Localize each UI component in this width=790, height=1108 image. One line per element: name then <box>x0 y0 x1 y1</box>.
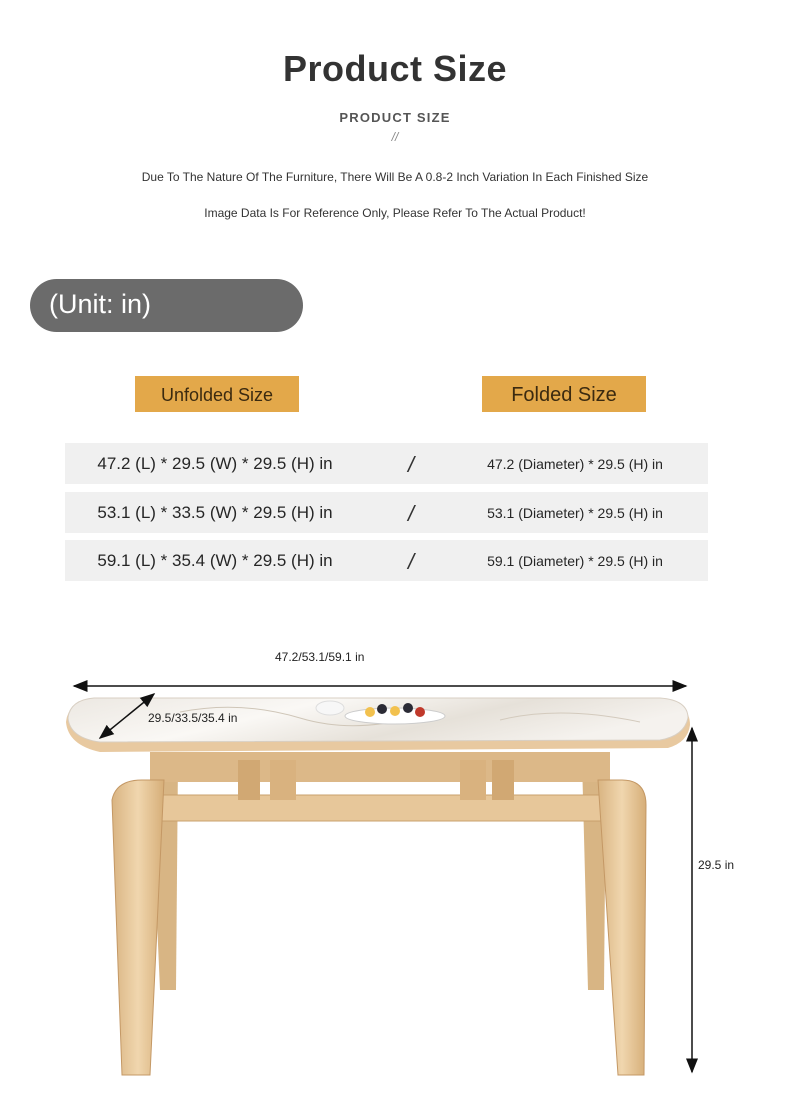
reference-note: Image Data Is For Reference Only, Please Refer To The Actual Product! <box>204 206 586 220</box>
unfolded-size-value: 47.2 (L) * 29.5 (W) * 29.5 (H) in <box>97 454 333 473</box>
unfolded-size-header: Unfolded Size <box>135 376 299 412</box>
size-separator: / <box>408 501 415 526</box>
folded-size-header: Folded Size <box>482 376 646 412</box>
table-frame <box>150 752 610 821</box>
size-separator: / <box>408 452 415 477</box>
table-illustration <box>0 640 790 1100</box>
folded-size-value: 53.1 (Diameter) * 29.5 (H) in <box>487 505 663 521</box>
unfolded-size-value: 53.1 (L) * 33.5 (W) * 29.5 (H) in <box>97 503 333 522</box>
size-row <box>65 540 708 581</box>
length-label: 47.2/53.1/59.1 in <box>275 650 365 664</box>
unfolded-size-value: 59.1 (L) * 35.4 (W) * 29.5 (H) in <box>97 551 333 570</box>
width-label: 29.5/33.5/35.4 in <box>148 711 238 725</box>
height-label: 29.5 in <box>698 858 735 872</box>
page-subtitle: PRODUCT SIZE <box>339 110 451 125</box>
size-separator: / <box>408 549 415 574</box>
unit-label: (Unit: in) <box>30 279 303 332</box>
page-title: Product Size <box>282 48 508 89</box>
variation-note: Due To The Nature Of The Furniture, There Will Be A 0.8-2 Inch Variation In Each Finished Size <box>141 170 649 184</box>
folded-size-value: 59.1 (Diameter) * 29.5 (H) in <box>487 553 663 569</box>
decorative-slashes: // <box>391 130 399 144</box>
folded-size-value: 47.2 (Diameter) * 29.5 (H) in <box>487 456 663 472</box>
front-leg <box>112 780 646 1075</box>
size-row <box>65 492 708 533</box>
size-row <box>65 443 708 484</box>
